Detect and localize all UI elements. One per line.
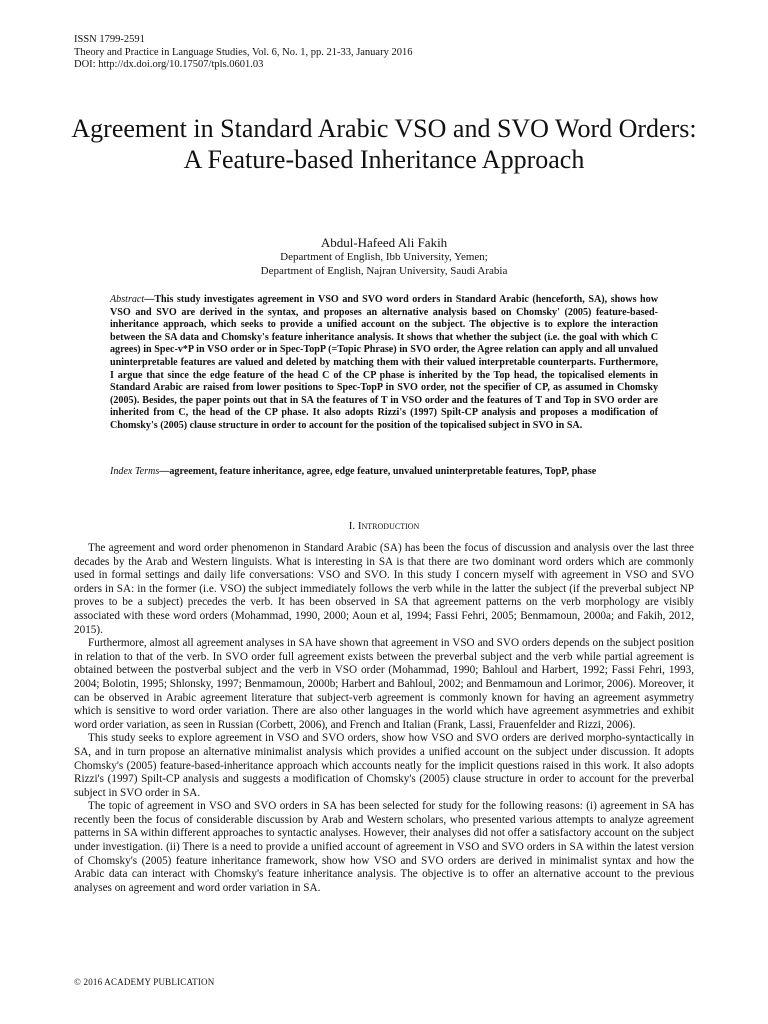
- section-number: I.: [348, 520, 356, 532]
- author-name: Abdul-Hafeed Ali Fakih: [320, 235, 448, 250]
- abstract-label: Abstract: [110, 294, 145, 305]
- paper-title: Agreement in Standard Arabic VSO and SVO Word Orders: A Feature-based Inheritance Approach: [71, 114, 697, 174]
- doi-line: DOI: http://dx.doi.org/10.17507/tpls.0601.03: [74, 59, 264, 70]
- issn-line: ISSN 1799-2591: [74, 34, 145, 45]
- affiliation-1: Department of English, Ibb University, Yemen;: [280, 251, 488, 263]
- affiliation-2: Department of English, Najran University, Saudi Arabia: [260, 265, 508, 277]
- abstract: [110, 294, 658, 433]
- paragraph: This study seeks to explore agreement in VSO and SVO orders, show how VSO and SVO orders are derived morpho-syntactically in SA, and in turn propose an alternative minimalist analysis which provides a unified account on the subject under discussion. It adopts Chomsky's (2005) feature-based-inheritance approach which accounts neatly for the implicit questions raised in this work. It also adopts Rizzi's (1997) Spilt-CP analysis and suggests a modification of Chomsky's (2005) clause structure in order to account for the preverbal subject in SVO order in SA.: [74, 732, 694, 799]
- paragraph: The topic of agreement in VSO and SVO orders in SA has been selected for study for the following reasons: (i) agreement in SA has recently been the focus of considerable discussion by Arab and Western scholars, who presented various attempts to analyze agreement patterns in SA within different approaches to syntactic analyses. However, their analyses did not offer a satisfactory account on the subject under investigation. (ii) There is a need to provide a unified account of agreement in VSO and SVO orders in SA within the latest version of Chomsky's (2005) feature inheritance framework, show how VSO and SVO orders are derived in minimalist syntax and how the Arabic data can interact with Chomsky's feature inheritance analysis. The objective is to offer an alternative account to the previous analyses on agreement and word order variation in SA.: [74, 800, 694, 894]
- paragraph: Furthermore, almost all agreement analyses in SA have shown that agreement in VSO and SVO orders depends on the subject position in relation to that of the verb. In SVO order full agreement exists between the preverbal subject and the verb while partial agreement is obtained between the postverbal subject and the verb in VSO order (Mohammad, 1990; Bahloul and Harbert, 1992; Fassi Fehri, 1993, 2004; Bolotin, 1995; Shlonsky, 1997; Benmamoun, 2000b; Harbert and Bahloul, 2002; and Benmamoun and Lorimor, 2006). Moreover, it can be observed in Arabic agreement literature that subject-verb agreement is commonly known for having an agreement asymmetry which is sensitive to word order variation. There are also other languages in the world which have agreement asymmetries and exhibit word order variation, as seen in Russian (Corbett, 2006), and French and Italian (Frank, Lassi, Frauenfelder and Rizzi, 2006).: [74, 637, 694, 731]
- section-title: Introduction: [357, 520, 420, 532]
- journal-header: [74, 34, 412, 72]
- copyright-footer: © 2016 ACADEMY PUBLICATION: [74, 977, 215, 987]
- journal-citation: Theory and Practice in Language Studies, Vol. 6, No. 1, pp. 21-33, January 2016: [74, 46, 413, 58]
- index-terms: [110, 466, 658, 479]
- body-text: [74, 542, 694, 895]
- section-heading: [0, 520, 768, 533]
- index-terms-text: —agreement, feature inheritance, agree, edge feature, unvalued uninterpretable features, TopP, phase: [159, 466, 597, 477]
- index-terms-label: Index Terms: [110, 466, 160, 477]
- paragraph: The agreement and word order phenomenon in Standard Arabic (SA) has been the focus of discussion and analysis over the last three decades by the Arab and Western linguists. What is interesting in SA is that there are two dominant word orders which are commonly used in formal settings and daily life conversations: VSO and SVO. In this study I concern myself with agreement in VSO and SVO orders in SA: in the former (i.e. VSO) the subject immediately follows the verb while in the latter the subject (if the preverbal subject NP proves to be a subject) precedes the verb. It has been observed in SA that agreement patterns on the verb morphology are visibly associated with these word orders (Mohammad, 1990, 2000; Aoun et al, 1994; Fassi Fehri, 2005; Benmamoun, 2000a; and Fakih, 2012, 2015).: [74, 542, 694, 636]
- abstract-text: —This study investigates agreement in VSO and SVO word orders in Standard Arabic (henceforth, SA), shows how VSO and SVO are derived in the syntax, and proposes an alternative analysis based on Chomsky' (2005) feature-based-inheritance approach, which seeks to provide a unified account on the subject. The objective is to explore the interaction between the SA data and Chomsky's feature inheritance analysis. It shows that whether the subject (i.e. the goal with which C agrees) in Spec-v*P in VSO order or in Spec-TopP (=Topic Phrase) in SVO order, the Agree relation can apply and all unvalued uninterpretable features are valued and deleted by matching them with their valued interpretable counterparts. Furthermore, I argue that since the edge feature of the head C of the CP phase is inherited by the Top head, the topicalised elements in Standard Arabic are raised from lower positions to Spec-TopP in SVO order, not the specifier of CP, as assumed in Chomsky (2005). Besides, the paper points out that in SA the features of T in VSO order and the features of T and Top in SVO order are inherited from C, the head of the CP phase. It also adopts Rizzi's (1997) Spilt-CP analysis and proposes a modification of Chomsky's (2005) clause structure in order to account for the position of the topicalised subject in SVO in SA.: [110, 294, 658, 431]
